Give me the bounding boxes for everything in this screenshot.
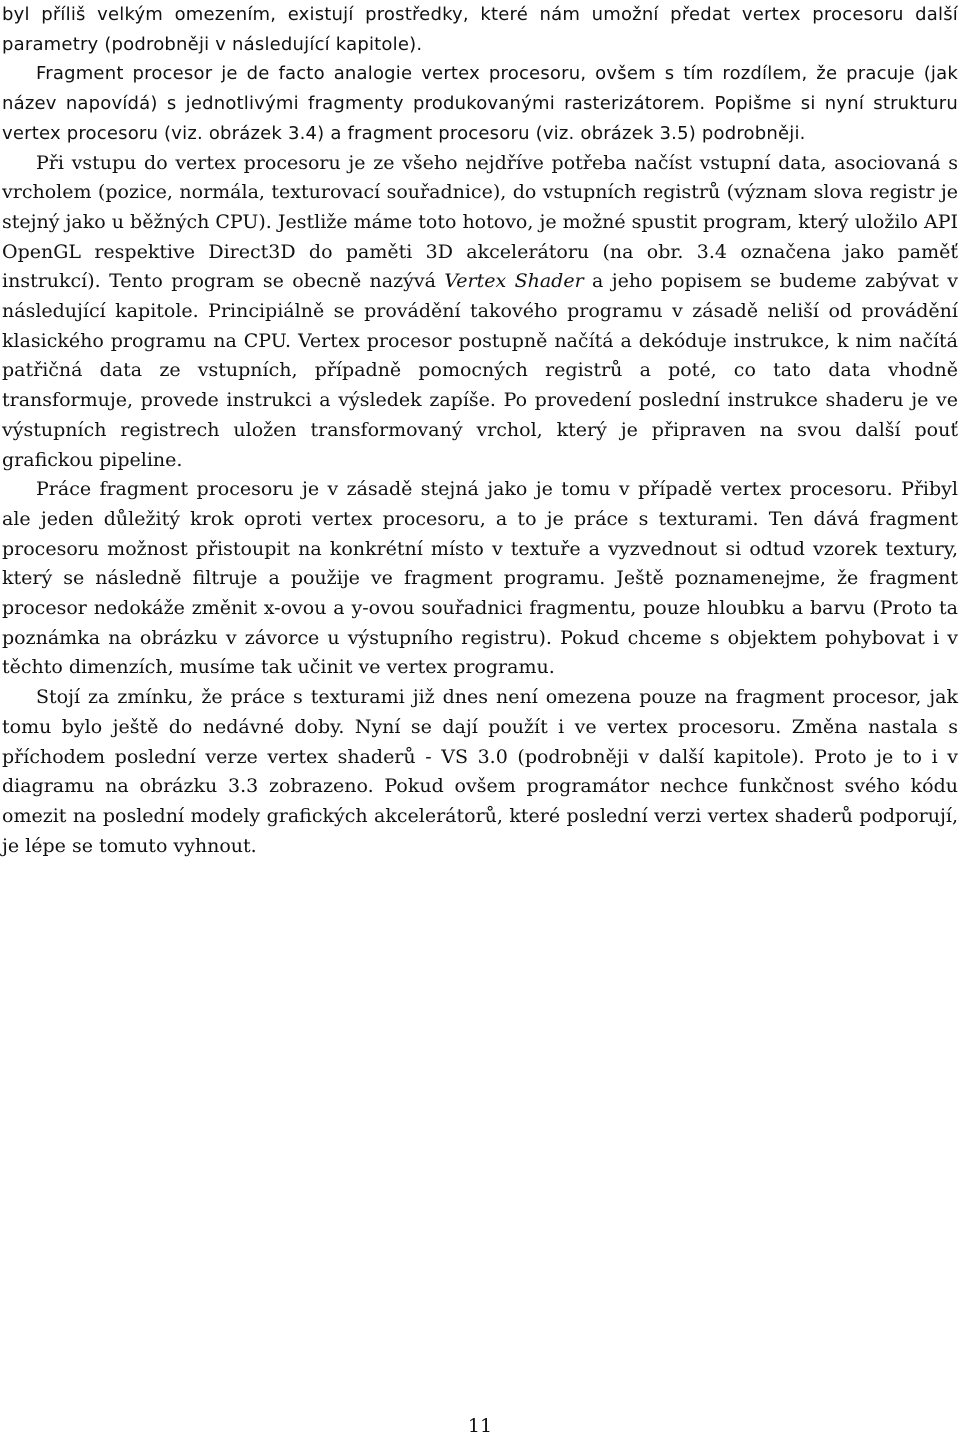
paragraph-text-after-emphasis: a jeho popisem se budeme zabývat v následující kapitole. Principiálně se provádění takového programu v zásadě neliší od provádění klasického programu na CPU. Vertex procesor postupně načítá a dekóduje instrukce, k nim načítá patřičná data ze vstupních, případně pomocných registrů a poté, co tato data vhodně transformuje, provede instrukci a výsledek zapíše. Po provedení poslední instrukce shaderu je ve výstupních registrech uložen transformovaný vrchol, který je připraven na svou další pouť grafickou pipeline.	[2, 270, 958, 471]
document-page	[2, 0, 958, 861]
page-number: 11	[467, 1415, 493, 1437]
paragraph-fragment-processor-intro: Fragment procesor je de facto analogie vertex procesoru, ovšem s tím rozdílem, že pracuje (jak název napovídá) s jednotlivými fragmenty produkovanými rasterizátorem. Popišme si nyní strukturu vertex procesoru (viz. obrázek 3.4) a fragment procesoru (viz. obrázek 3.5) podrobněji.	[2, 63, 958, 144]
paragraph-fragment-processor-work: Práce fragment procesoru je v zásadě stejná jako je tomu v případě vertex procesoru. Přibyl ale jeden důležitý krok oproti vertex procesoru, a to je práce s texturami. Ten dává fragment procesoru možnost přistoupit na konkrétní místo v textuře a vyzvednout si odtud vzorek textury, který se následně filtruje a použije ve fragment programu. Ještě poznamenejme, že fragment procesor nedokáže změnit x-ovou a y-ovou souřadnici fragmentu, pouze hloubku a barvu (Proto ta poznámka na obrázku v závorce u výstupního registru). Pokud chceme s objektem pohybovat i v těchto dimenzích, musíme tak učinit ve vertex programu.	[2, 478, 958, 679]
paragraph-vertex-processor-input	[2, 149, 958, 476]
vertex-shader-term: Vertex Shader	[444, 270, 584, 293]
paragraph-textures-note: Stojí za zmínku, že práce s texturami již dnes není omezena pouze na fragment procesor, jak tomu bylo ještě do nedávné doby. Nyní se dají použít i ve vertex procesoru. Změna nastala s příchodem poslední verze vertex shaderů - VS 3.0 (podrobněji v další kapitole). Proto je to i v diagramu na obrázku 3.3 zobrazeno. Pokud ovšem programátor nechce funkčnost svého kódu omezit na poslední modely grafických akcelerátorů, které poslední verzi vertex shaderů podporují, je lépe se tomuto vyhnout.	[2, 686, 958, 857]
paragraph-text-before-emphasis: Při vstupu do vertex procesoru je ze všeho nejdříve potřeba načíst vstupní data, asociovaná s vrcholem (pozice, normála, texturovací souřadnice), do vstupních registrů (význam slova registr je stejný jako u běžných CPU). Jestliže máme toto hotovo, je možné spustit program, který uložilo API OpenGL respektive Direct3D do paměti 3D akcelerátoru (na obr. 3.4 označena jako paměť instrukcí). Tento program se obecně nazývá	[2, 151, 958, 293]
paragraph-continuation: byl příliš velkým omezením, existují prostředky, které nám umožní předat vertex procesoru další parametry (podrobněji v následující kapitole).	[2, 4, 958, 55]
